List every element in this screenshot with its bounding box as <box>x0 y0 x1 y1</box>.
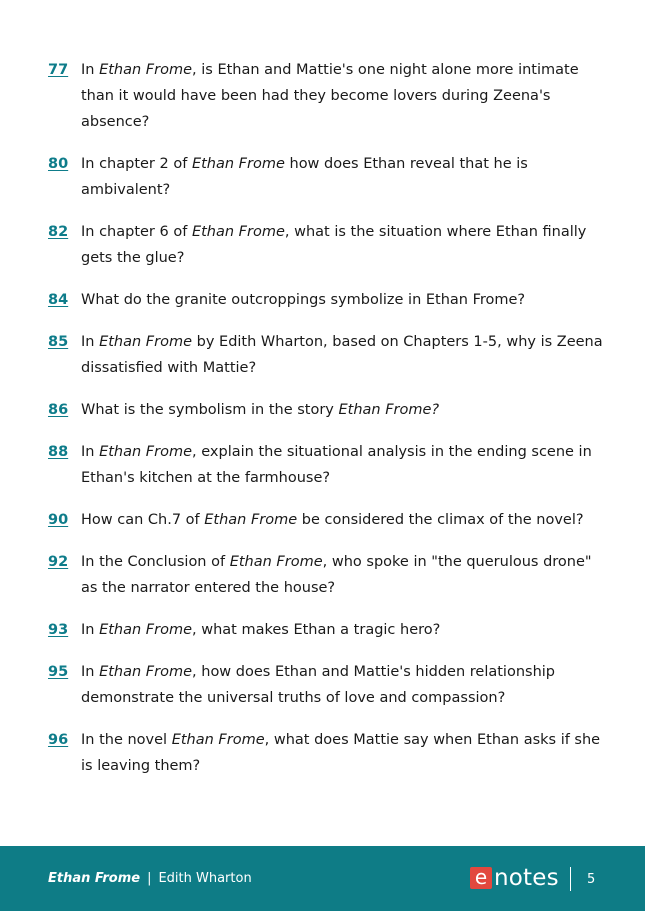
question-text-part: how does Ethan reveal that he is ambivalent? <box>81 156 528 198</box>
question-text-italic: Ethan Frome <box>99 62 193 78</box>
question-text-italic: Ethan Frome? <box>338 402 440 418</box>
footer-author: Edith Wharton <box>158 871 252 886</box>
page-footer <box>0 846 645 911</box>
question-number-link[interactable]: 88 <box>48 444 69 460</box>
question-number-link[interactable]: 77 <box>48 62 69 78</box>
question-text[interactable] <box>81 549 608 601</box>
question-text-part: In the Conclusion of <box>81 554 230 570</box>
question-item <box>48 397 608 423</box>
question-text-part: by Edith Wharton, based on Chapters 1-5, why is Zeena dissatisfied with Mattie? <box>81 334 603 376</box>
question-text-part: In <box>81 62 100 78</box>
footer-separator: | <box>147 871 152 886</box>
question-number-link[interactable]: 90 <box>48 512 69 528</box>
question-text-italic: Ethan Frome <box>99 334 193 350</box>
question-text-italic: Ethan Frome <box>229 554 323 570</box>
question-text-part: , what makes Ethan a tragic hero? <box>192 622 441 638</box>
footer-divider <box>570 867 571 891</box>
question-item <box>48 57 608 135</box>
question-text-italic: Ethan Frome <box>99 444 193 460</box>
question-item <box>48 659 608 711</box>
question-number-link[interactable]: 92 <box>48 554 69 570</box>
question-item <box>48 727 608 779</box>
question-list <box>48 57 608 795</box>
question-item <box>48 329 608 381</box>
question-item <box>48 219 608 271</box>
question-text[interactable] <box>81 727 608 779</box>
question-item <box>48 617 608 643</box>
question-text-part: , what is the situation where Ethan finally gets the glue? <box>81 224 587 266</box>
question-text[interactable] <box>81 507 608 533</box>
question-number-link[interactable]: 96 <box>48 732 69 748</box>
question-text-part: , what does Mattie say when Ethan asks if she is leaving them? <box>81 732 601 774</box>
enotes-logo <box>470 865 559 891</box>
question-text-part: In chapter 6 of <box>81 224 192 240</box>
question-number-link[interactable]: 93 <box>48 622 69 638</box>
question-item <box>48 151 608 203</box>
question-text[interactable] <box>81 287 608 313</box>
question-text-part: In chapter 2 of <box>81 156 192 172</box>
question-text-part: What do the granite outcroppings symbolize in Ethan Frome? <box>81 292 526 308</box>
question-text-part: In <box>81 334 100 350</box>
question-item <box>48 549 608 601</box>
question-text-italic: Ethan Frome <box>171 732 265 748</box>
question-text-part: , is Ethan and Mattie's one night alone more intimate than it would have been had they become lovers during Zeena's absence? <box>81 62 579 130</box>
question-text-part: In <box>81 664 100 680</box>
question-text-italic: Ethan Frome <box>191 224 285 240</box>
footer-book-title: Ethan Frome <box>48 871 141 886</box>
question-text-italic: Ethan Frome <box>191 156 285 172</box>
question-text[interactable] <box>81 151 608 203</box>
question-text-part: In <box>81 444 100 460</box>
question-text-part: In <box>81 622 100 638</box>
question-number-link[interactable]: 95 <box>48 664 69 680</box>
question-text-part: , explain the situational analysis in the ending scene in Ethan's kitchen at the farmhouse? <box>81 444 592 486</box>
question-text[interactable] <box>81 439 608 491</box>
question-item <box>48 507 608 533</box>
question-text-italic: Ethan Frome <box>204 512 298 528</box>
question-text[interactable] <box>81 57 608 135</box>
question-text-italic: Ethan Frome <box>99 622 193 638</box>
question-text[interactable] <box>81 617 608 643</box>
question-text-italic: Ethan Frome <box>99 664 193 680</box>
question-text-part: be considered the climax of the novel? <box>297 512 584 528</box>
question-number-link[interactable]: 85 <box>48 334 69 350</box>
footer-book-info <box>48 870 252 888</box>
question-text-part: How can Ch.7 of <box>81 512 205 528</box>
question-item <box>48 287 608 313</box>
question-number-link[interactable]: 86 <box>48 402 69 418</box>
question-text-part: In the novel <box>81 732 172 748</box>
enotes-logo-e-icon: e <box>470 867 492 889</box>
question-text[interactable] <box>81 219 608 271</box>
page-number: 5 <box>587 872 596 887</box>
enotes-logo-text: notes <box>494 865 559 891</box>
question-number-link[interactable]: 84 <box>48 292 69 308</box>
question-text-part: , how does Ethan and Mattie's hidden relationship demonstrate the universal truths of love and compassion? <box>81 664 555 706</box>
question-text[interactable] <box>81 397 608 423</box>
question-text[interactable] <box>81 659 608 711</box>
question-number-link[interactable]: 82 <box>48 224 69 240</box>
question-item <box>48 439 608 491</box>
question-text-part: , who spoke in "the querulous drone" as the narrator entered the house? <box>81 554 592 596</box>
question-text-part: What is the symbolism in the story <box>81 402 339 418</box>
question-number-link[interactable]: 80 <box>48 156 69 172</box>
question-text[interactable] <box>81 329 608 381</box>
